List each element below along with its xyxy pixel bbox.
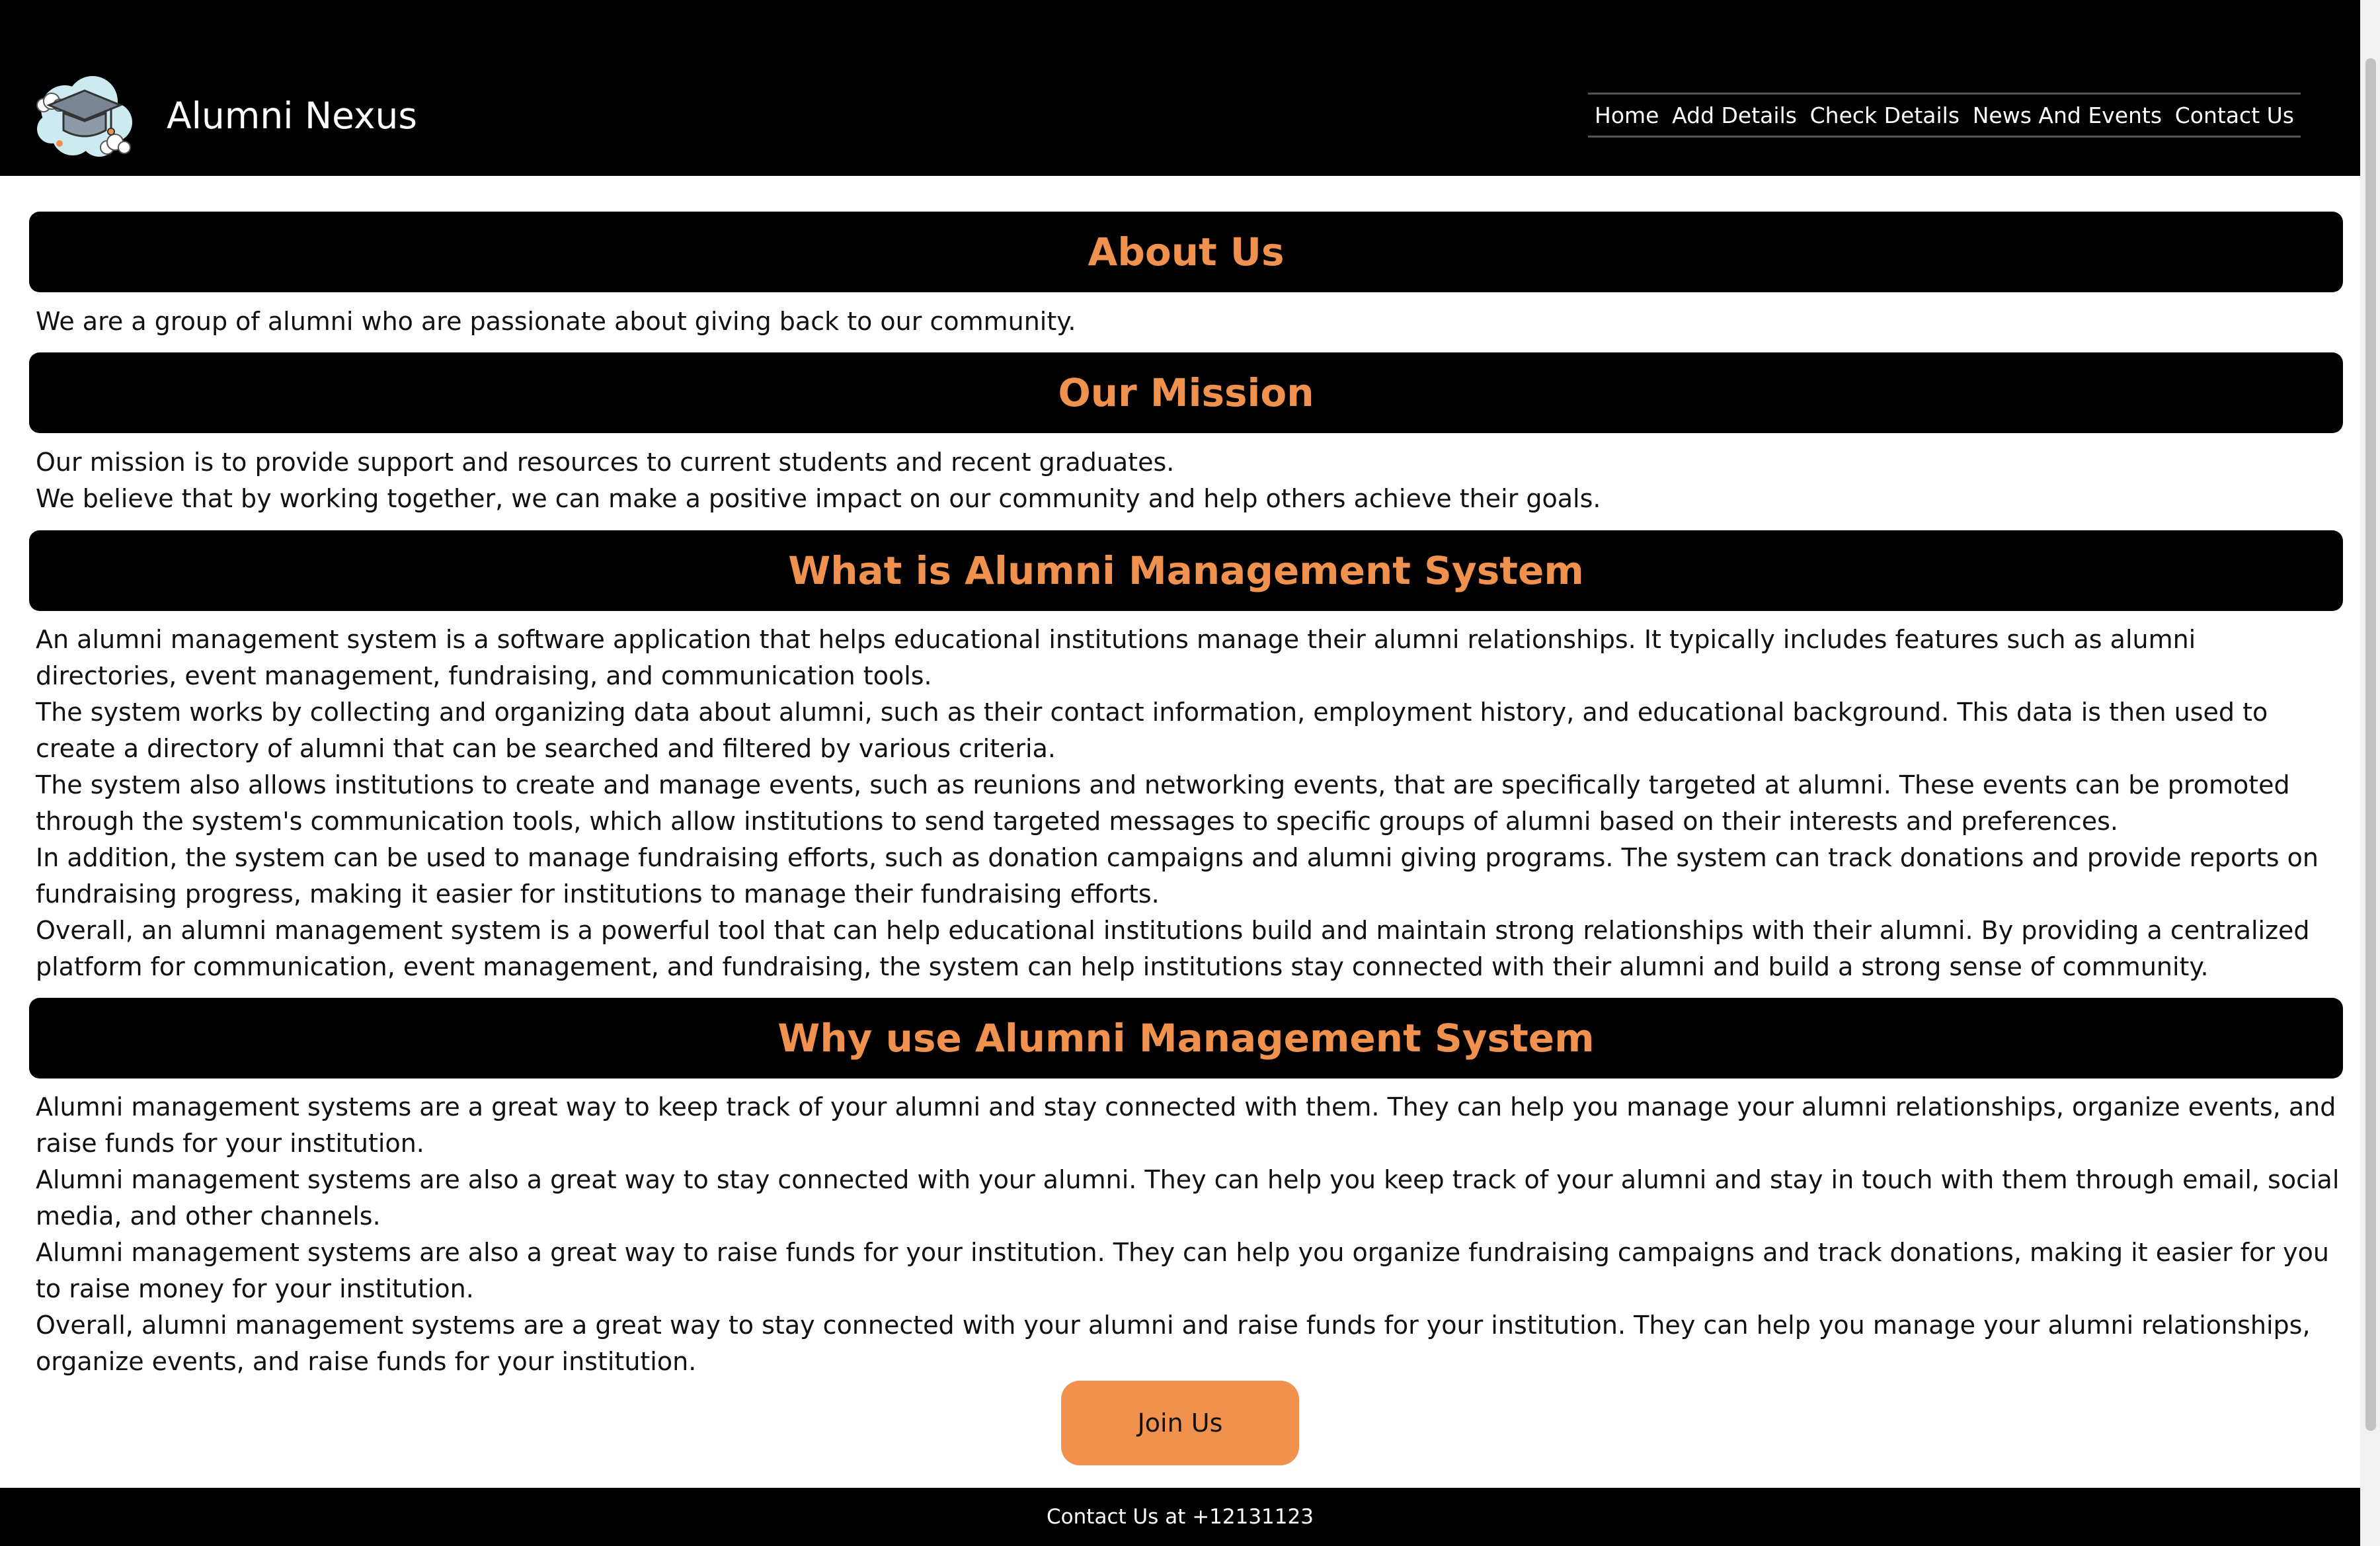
- paragraph: Our mission is to provide support and resources to current students and recent graduates.: [36, 448, 1175, 477]
- section-header-about: [29, 212, 2343, 292]
- nav-news-and-events[interactable]: News And Events: [1972, 102, 2162, 128]
- site-header: [0, 0, 2360, 176]
- paragraph: Alumni management systems are a great way to keep track of your alumni and stay connected with them. They can help you manage your alumni relationships, organize events, and raise funds for your institution.: [36, 1092, 2336, 1158]
- nav-contact-us[interactable]: Contact Us: [2174, 102, 2294, 128]
- join-us-button[interactable]: Join Us: [1061, 1381, 1299, 1465]
- brand-title[interactable]: Alumni Nexus: [167, 95, 418, 137]
- paragraph: Alumni management systems are also a great way to raise funds for your institution. They can help you organize fundraising campaigns and track donations, making it easier for you to raise money for your institution.: [36, 1238, 2329, 1303]
- graduation-cap-logo-icon[interactable]: [33, 69, 135, 161]
- site-footer: [0, 1488, 2360, 1546]
- footer-contact: Contact Us at +12131123: [1047, 1505, 1314, 1529]
- section-header-mission: [29, 352, 2343, 433]
- nav-add-details[interactable]: Add Details: [1672, 102, 1797, 128]
- nav-check-details[interactable]: Check Details: [1809, 102, 1960, 128]
- paragraph: Overall, an alumni management system is a powerful tool that can help educational institutions build and maintain strong relationships with their alumni. By providing a centralized platform for communication, event management, and fundraising, the system can help institutions stay connected with their alumni and build a strong sense of community.: [36, 916, 2310, 981]
- section-title-what-is: What is Alumni Management System: [788, 548, 1584, 593]
- main-nav: [1588, 93, 2301, 138]
- section-body-what-is: [36, 622, 2343, 985]
- paragraph: In addition, the system can be used to manage fundraising efforts, such as donation campaigns and alumni giving programs. The system can track donations and provide reports on fundraising progress, making it easier for institutions to manage their fundraising efforts.: [36, 843, 2319, 909]
- section-body-about: [36, 304, 2343, 340]
- paragraph: The system works by collecting and organizing data about alumni, such as their contact information, employment history, and educational background. This data is then used to create a directory of alumni that can be searched and filtered by various criteria.: [36, 698, 2268, 763]
- section-header-what-is: [29, 530, 2343, 611]
- section-body-why-use: [36, 1089, 2343, 1380]
- paragraph: An alumni management system is a software application that helps educational institutions manage their alumni relationships. It typically includes features such as alumni directories, event management, fundraising, and communication tools.: [36, 625, 2196, 690]
- paragraph: Overall, alumni management systems are a great way to stay connected with your alumni and raise funds for your institution. They can help you manage your alumni relationships, organize events, and raise funds for your institution.: [36, 1311, 2311, 1376]
- scrollbar-thumb[interactable]: [2365, 58, 2376, 1431]
- section-body-mission: [36, 444, 2343, 517]
- paragraph: The system also allows institutions to create and manage events, such as reunions and networking events, that are specifically targeted at alumni. These events can be promoted through the system's communication tools, which allow institutions to send targeted messages to specific groups of alumni based on their interests and preferences.: [36, 770, 2290, 836]
- paragraph: We believe that by working together, we can make a positive impact on our community and help others achieve their goals.: [36, 484, 1601, 513]
- nav-home[interactable]: Home: [1595, 102, 1659, 128]
- paragraph: We are a group of alumni who are passionate about giving back to our community.: [36, 307, 1076, 336]
- section-header-why-use: [29, 998, 2343, 1078]
- paragraph: Alumni management systems are also a great way to stay connected with your alumni. They can help you keep track of your alumni and stay in touch with them through email, social media, and other channels.: [36, 1165, 2340, 1231]
- section-title-about: About Us: [1088, 229, 1285, 274]
- section-title-mission: Our Mission: [1058, 370, 1314, 415]
- section-title-why-use: Why use Alumni Management System: [777, 1016, 1595, 1061]
